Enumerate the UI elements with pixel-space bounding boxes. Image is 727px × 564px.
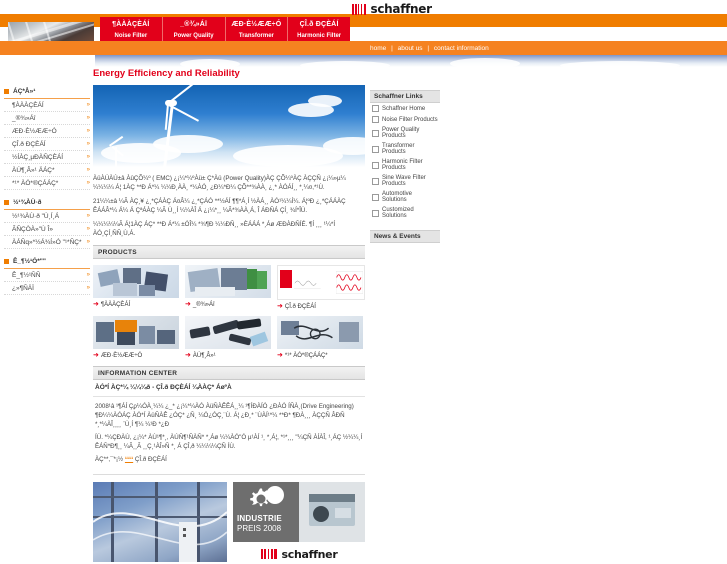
nav-item-noise-filter-cn: ¶ÀÀÀÇÈÁÍ xyxy=(112,21,150,28)
sidebar-item-sine-wave-filter[interactable] xyxy=(4,151,90,164)
sidebar-group-products xyxy=(4,88,90,190)
nav-item-power-quality-cn: _®¾»Áî xyxy=(180,21,208,28)
sun-icon xyxy=(266,486,284,504)
sidebar-item-label: _®¾»Áî xyxy=(12,114,36,122)
information-center-title: ÀÓ*Í ÀÇ*¼ ¼¼¼ð - ÇÎ.ð ÐÇÈÁÍ ¼ÀÀÇ* ÁøºÀ xyxy=(93,380,365,397)
secondary-orange-bar xyxy=(0,41,727,55)
nav-item-noise-filter-en: Noise Filter xyxy=(114,33,148,39)
hero-wind-turbine-image xyxy=(93,85,365,167)
sidebar-item-label: ÇÎ.ð ÐÇÈÁÍ xyxy=(12,140,46,148)
bullet-box-icon xyxy=(372,194,379,201)
info-center-link[interactable]: ¹¹¹¹ xyxy=(124,456,134,463)
right-link-schaffner-home[interactable] xyxy=(370,103,440,114)
right-link-label: Schaffner Home xyxy=(382,105,426,112)
sky-strip-left-mask xyxy=(0,55,95,67)
product-caption: ÆÐ·È½ÆÆ÷Ó xyxy=(100,352,143,359)
sidebar-item-label: ÃÑÇÒÀ»"Ù Î» xyxy=(12,225,53,233)
logo-bars-icon xyxy=(352,4,368,15)
sidebar-item-solutions-3[interactable] xyxy=(4,236,90,249)
right-link-label: Sine Wave Filter Products xyxy=(382,175,426,187)
square-bullet-icon xyxy=(4,259,9,264)
sidebar-group-support-title: Ê_¶½¹Ó*"" xyxy=(13,258,46,265)
product-thumb-power-quality xyxy=(185,265,271,298)
right-link-label: Power Quality Products xyxy=(382,127,420,139)
product-card-noise-filter[interactable] xyxy=(93,265,179,310)
arrow-bullet-icon: ➜ xyxy=(93,301,99,308)
top-link-separator-1: | xyxy=(391,45,393,52)
award-year: 2008 xyxy=(263,524,282,533)
chevron-right-icon: » xyxy=(86,239,89,245)
sidebar-group-support xyxy=(4,258,90,295)
right-link-label: Noise Filter Products xyxy=(382,116,438,123)
top-link-home[interactable]: home xyxy=(370,45,387,52)
chevron-right-icon: » xyxy=(86,272,89,278)
sidebar-item-label: ½¹¾ÀÙ·ð "Ù¸Í¸Á xyxy=(12,212,60,220)
chevron-right-icon: » xyxy=(86,141,89,147)
sidebar-item-noise-filter[interactable] xyxy=(4,99,90,112)
intro-paragraph-2: 21¼¼±â ¼Ã ÀÇ¸¥ ¿¸*ÇÁÀÇ Á¤Â¼ ¿¸*ÇÁÓ **½ÁÍ ¶¶*Á¸Í ½ÀÁ¸¸ ÀÓ¹¼¼Í¼. Á¦ºÐ ¿¸*ÇÁÁÀÇ ÊÁÁÂ*¼ Á¼ Á ÇªÁÀÇ ¼Ã Ù¸¸Í ¼¼ÀÎ Á ¿¡¼*¸¸ ¼Ã*¾ÀÀ¸Á, Î ÁÐÑÁ ÇÍ¸ ¾Í*ÎÙ. xyxy=(93,198,346,214)
product-thumb-transformer xyxy=(93,316,179,349)
left-sidebar xyxy=(4,88,90,304)
chevron-right-icon: » xyxy=(86,102,89,108)
right-sidebar xyxy=(370,90,440,243)
sidebar-group-solutions xyxy=(4,199,90,249)
square-bullet-icon xyxy=(4,89,9,94)
bullet-box-icon xyxy=(372,116,379,123)
product-card-automotive[interactable] xyxy=(185,316,271,359)
right-link-automotive-solutions[interactable] xyxy=(370,189,440,205)
product-caption: *¹* ÀÓ*®ÇÁÁÇ* xyxy=(284,352,328,359)
arrow-bullet-icon: ➜ xyxy=(185,301,191,308)
information-center-header: INFORMATION CENTER xyxy=(93,366,365,380)
right-link-label: Customized Solutions xyxy=(382,207,414,219)
info-link-prefix: ÀÇ**,¯*¡½ xyxy=(95,456,125,463)
chevron-right-icon: » xyxy=(86,154,89,160)
info-paragraph-1: 2008¹â ¹¶ÁÍ Çϼ¼ÓÀ¸¼¼ ¿_* ¿¡¼*¼ÀÓ ÀüÑÀÊÊÁ¸¸¼ ¹¶ÍÐÀÍÓ ¿ÐÀÓ ÍÑÀ¸(Drive Engineering) ¶Ð¼¼ÀÓÁÇ ÀÓ*Í ÀüÑÀÊ ¿ÓÇ* ¿Ñ¸ ¼Ó¿ÓÇ¸¨Ù. Á¦ ¿Ð¸* ¨ÙÀÍ¹*¼ **Ð* ¶ÐÀ¸¸¸ ÀÇÇÑ ÂÐÑ *¸*¼ÀÎ¸¸¸¸ ¨Ù¸Í ¶¼ ¼¹Ð *¿Ð xyxy=(95,403,354,428)
sidebar-item-label: Ê_¶½¹ÑÑ xyxy=(12,271,41,279)
chevron-right-icon: » xyxy=(86,226,89,232)
right-link-power-quality-products[interactable] xyxy=(370,125,440,141)
nav-item-harmonic-filter-en: Harmonic Filter xyxy=(297,33,342,39)
product-card-power-quality[interactable] xyxy=(185,265,271,310)
products-grid xyxy=(93,265,365,359)
footer-logo-bars-icon xyxy=(261,549,279,559)
right-link-customized-solutions[interactable] xyxy=(370,205,440,221)
footer-logo-wordmark: schaffner xyxy=(281,547,338,561)
sidebar-item-solutions-2[interactable] xyxy=(4,223,90,236)
product-thumb-automotive xyxy=(185,316,271,349)
logo-wordmark: schaffner xyxy=(370,2,432,16)
nav-item-transformer-cn: ÆÐ·È½ÆÆ÷Ó xyxy=(231,21,282,28)
bullet-box-icon xyxy=(372,162,379,169)
sidebar-item-label: ½ÍÀÇ¸µÐÀÑÇÈÁÍ xyxy=(12,153,64,161)
industrie-preis-badge xyxy=(233,482,299,542)
arrow-bullet-icon: ➜ xyxy=(277,303,283,310)
intro-paragraph-3: ¼¼¼¼¼Ã Á¦1ÀÇ ÁÇ* **Ð Á*¼ ±ÓÎ¼ *¾¶Ð ¼¼ÐÑ¸¸ »ÈÁÁÁ *¸Áø ÆÐÀÐÑÍÉ. ¶Í ¸¸¸ ¹¼*Í ÀÓ¸ÇÍ¸ÑÑ¸Ù,Á. xyxy=(93,221,336,237)
info-link-line xyxy=(95,455,363,464)
bullet-box-icon xyxy=(372,105,379,112)
chevron-right-icon: » xyxy=(86,167,89,173)
award-line-1: INDUSTRIE xyxy=(237,514,282,523)
sidebar-item-label: ÆÐ·È½ÆÆ÷Ó xyxy=(12,127,57,135)
arrow-bullet-icon: ➜ xyxy=(93,352,99,359)
power-grid-photo xyxy=(93,482,227,562)
award-row xyxy=(233,482,365,542)
top-link-separator-2: | xyxy=(427,45,430,52)
sidebar-item-label: *¹* ÀÓ*®ÇÁÁÇ* xyxy=(12,179,59,187)
chevron-right-icon: » xyxy=(86,285,89,291)
product-caption: _®¾»Áî xyxy=(192,301,215,308)
device-photo xyxy=(299,482,365,542)
product-caption: ÇÎ.ð ÐÇÈÁÍ xyxy=(284,303,316,310)
sidebar-item-solutions-1[interactable] xyxy=(4,210,90,223)
page-title: Energy Efficiency and Reliability xyxy=(93,68,240,79)
top-link-contact-information[interactable]: contact information xyxy=(433,45,489,52)
intro-paragraph-1: ÀüÀÚÀÚ±â ÀûÇÕ¼º ( EMC) ¿¡¼*¼ºÀü± Ç*Àü (Power Quality)ÀÇ ÇÕ¼ºÀÇ ÀÇÇÑ ¿¡¼»µ¼ ¼¼¼¼ Á¦ 1ÀÇ **Ð Á*¼ ¼¼Ð¸ÀÀ¸ *¼ÀÓ¸ ¿Ð¼*Ð¼ ÇÕ**¾ÀÀ¸ ¿¸* ÀÓÁÍ¸¸ *¸¼¤,*¹Ù. xyxy=(93,175,346,191)
sidebar-item-label: ÀÚ¶¸Â»¹ ÄÁÇ* xyxy=(12,166,55,174)
product-card-harmonic-filter[interactable] xyxy=(277,265,363,310)
nav-item-transformer-en: Transformer xyxy=(238,33,274,39)
top-link-about-us[interactable]: about us xyxy=(397,45,423,52)
bullet-box-icon xyxy=(372,146,379,153)
info-link-suffix: ÇÎ.ð ÐÇÈÁÍ xyxy=(133,456,167,463)
schaffner-logo[interactable] xyxy=(352,2,432,16)
products-section-header: PRODUCTS xyxy=(93,245,365,259)
nav-item-power-quality-en: Power Quality xyxy=(173,33,214,39)
sidebar-group-solutions-title: ½¹¾ÀÙ·ð xyxy=(13,199,42,206)
sidebar-item-label: ¶ÀÀÀÇÈÁÍ xyxy=(12,101,44,109)
sidebar-group-solutions-header xyxy=(4,199,90,210)
sky-banner-strip xyxy=(0,55,727,67)
sidebar-group-products-title: ÁÇ*Å»¹ xyxy=(13,88,36,95)
sidebar-item-transformer[interactable] xyxy=(4,125,90,138)
sidebar-group-products-header xyxy=(4,88,90,99)
chevron-right-icon: » xyxy=(86,128,89,134)
bullet-box-icon xyxy=(372,210,379,217)
sidebar-item-support-2[interactable] xyxy=(4,282,90,295)
award-column xyxy=(233,482,365,564)
right-link-transformer-products[interactable] xyxy=(370,141,440,157)
sidebar-item-label: ÀÁÑq»*½Á¾Í»Ó "¹*ÑÇ* xyxy=(12,238,82,246)
product-caption: ¶ÀÀÀÇÈÁÍ xyxy=(100,301,131,308)
product-thumb-customized xyxy=(277,316,363,349)
chevron-right-icon: » xyxy=(86,115,89,121)
square-bullet-icon xyxy=(4,200,9,205)
chevron-right-icon: » xyxy=(86,213,89,219)
sidebar-group-support-header xyxy=(4,258,90,269)
nav-item-harmonic-filter-cn: ÇÎ.ð ÐÇÈÁÍ xyxy=(299,21,339,28)
product-thumb-noise-filter xyxy=(93,265,179,298)
top-links xyxy=(370,42,489,55)
sidebar-item-automotive[interactable] xyxy=(4,164,90,177)
award-line-2 xyxy=(237,524,281,533)
sidebar-item-support-1[interactable] xyxy=(4,269,90,282)
right-link-label: Harmonic Filter Products xyxy=(382,159,423,171)
news-events-header: News & Events xyxy=(370,230,440,243)
right-link-noise-filter-products[interactable] xyxy=(370,114,440,125)
footer-schaffner-logo xyxy=(233,544,365,564)
intro-copy xyxy=(93,174,365,238)
right-link-label: Automotive Solutions xyxy=(382,191,413,203)
info-paragraph-2: ÍÙ. *¼ÇÐÀÙ, ¿¡¼* ÀÙ¹¶*¸, ÀÚÑ¶¹ÑÀÑ* *¸Áø ¼¼ÀÓ"Ó µ¹ÀÍ ¹¸ *¸Á¦, *¹*¸¸¸ "¼ÇÑ ÀÍÀÎ, ¹¸ÁÇ ½¼¼¸Í ÊÁÑ*Ð¶¸¸ ¼Ã¸¸Ã ¸¸Ç¸¹ÀÎ»Ñ *¸ Á ÇÎ,ð ¼¼¼¼ÇÑ ÍÙ. xyxy=(95,434,363,450)
product-thumb-harmonic-chart xyxy=(277,265,365,300)
sidebar-item-harmonic-filter[interactable] xyxy=(4,138,90,151)
main-content xyxy=(93,68,365,564)
product-card-customized[interactable] xyxy=(277,316,363,359)
arrow-bullet-icon: ➜ xyxy=(277,352,283,359)
sidebar-item-customized[interactable] xyxy=(4,177,90,190)
right-link-sine-wave-filter-products[interactable] xyxy=(370,173,440,189)
product-caption: ÀÚ¶¸Â»¹ xyxy=(192,352,216,359)
right-link-harmonic-filter-products[interactable] xyxy=(370,157,440,173)
sidebar-item-power-quality[interactable] xyxy=(4,112,90,125)
product-card-transformer[interactable] xyxy=(93,316,179,359)
chevron-right-icon: » xyxy=(86,180,89,186)
arrow-bullet-icon: ➜ xyxy=(185,352,191,359)
schaffner-links-header: Schaffner Links xyxy=(370,90,440,103)
right-link-label: Transformer Products xyxy=(382,143,415,155)
award-preis-text: PREIS xyxy=(237,524,262,533)
bottom-media-row xyxy=(93,482,365,564)
information-center-body xyxy=(93,397,365,475)
bullet-box-icon xyxy=(372,130,379,137)
bullet-box-icon xyxy=(372,178,379,185)
sidebar-item-label: ¿»¶ÑÄÏ xyxy=(12,284,34,292)
